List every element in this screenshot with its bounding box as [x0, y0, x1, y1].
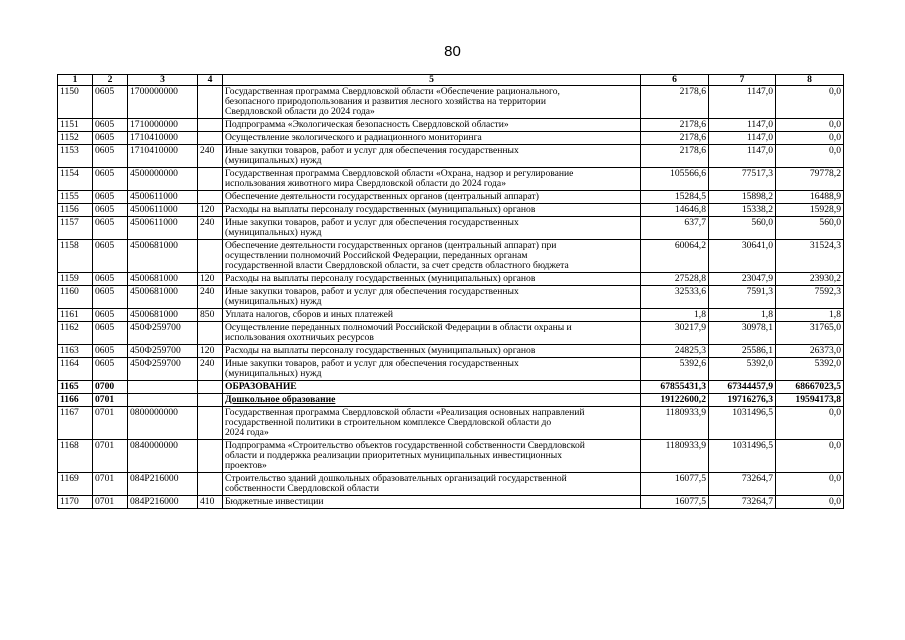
row-number-cell: 1170	[58, 496, 93, 509]
item-name-cell	[223, 394, 641, 407]
expense-type-code-cell	[198, 168, 223, 191]
section-code-cell: 0605	[93, 273, 128, 286]
section-code-cell: 0701	[93, 473, 128, 496]
amount-year-1-cell: 30217,9	[641, 322, 709, 345]
item-name-cell	[223, 204, 641, 217]
expense-type-code-cell: 240	[198, 217, 223, 240]
table-row	[58, 394, 844, 407]
table-row	[58, 119, 844, 132]
item-name-line: Государственная программа Свердловской области «Охрана, надзор и регулирование	[225, 168, 574, 179]
item-name-line: (муниципальных) нужд	[225, 155, 322, 166]
amount-year-3-cell: 7592,3	[776, 286, 844, 309]
amount-year-2-cell: 73264,7	[709, 473, 776, 496]
row-number-cell: 1166	[58, 394, 93, 407]
section-code-cell: 0605	[93, 86, 128, 119]
amount-year-3-cell: 15928,9	[776, 204, 844, 217]
item-name-cell	[223, 286, 641, 309]
section-code-cell: 0700	[93, 381, 128, 394]
expense-type-code-cell	[198, 473, 223, 496]
item-name-cell	[223, 145, 641, 168]
amount-year-1-cell: 14646,8	[641, 204, 709, 217]
amount-year-3-cell: 19594173,8	[776, 394, 844, 407]
amount-year-2-cell: 23047,9	[709, 273, 776, 286]
target-item-code-cell: 4500611000	[128, 204, 198, 217]
amount-year-3-cell: 68667023,5	[776, 381, 844, 394]
header-row	[58, 75, 844, 86]
amount-year-2-cell: 1031496,5	[709, 440, 776, 473]
target-item-code-cell: 4500681000	[128, 286, 198, 309]
column-header: 6	[641, 75, 709, 86]
expense-type-code-cell	[198, 240, 223, 273]
expense-type-code-cell	[198, 440, 223, 473]
amount-year-3-cell: 26373,0	[776, 345, 844, 358]
row-number-cell: 1154	[58, 168, 93, 191]
item-name-cell	[223, 322, 641, 345]
expense-type-code-cell: 120	[198, 273, 223, 286]
table-row	[58, 240, 844, 273]
item-name-cell	[223, 240, 641, 273]
section-code-cell: 0605	[93, 145, 128, 168]
amount-year-1-cell: 2178,6	[641, 145, 709, 168]
section-code-cell: 0701	[93, 496, 128, 509]
item-name-cell	[223, 407, 641, 440]
amount-year-3-cell: 23930,2	[776, 273, 844, 286]
row-number-cell: 1163	[58, 345, 93, 358]
item-name-line: использования животного мира Свердловской области до 2024 года»	[225, 178, 506, 189]
amount-year-1-cell: 637,7	[641, 217, 709, 240]
item-name-cell	[223, 358, 641, 381]
amount-year-2-cell: 1,8	[709, 309, 776, 322]
amount-year-3-cell: 560,0	[776, 217, 844, 240]
target-item-code-cell: 084P216000	[128, 496, 198, 509]
expense-type-code-cell	[198, 322, 223, 345]
section-code-cell: 0605	[93, 358, 128, 381]
table-row	[58, 358, 844, 381]
item-name-line: (муниципальных) нужд	[225, 368, 322, 379]
item-name-line: Подпрограмма «Экологическая безопасность Свердловской области»	[225, 119, 509, 130]
amount-year-1-cell: 2178,6	[641, 119, 709, 132]
item-name-line: Иные закупки товаров, работ и услуг для обеспечения государственных	[225, 286, 519, 297]
item-name-cell	[223, 273, 641, 286]
item-name-cell	[223, 86, 641, 119]
row-number-cell: 1150	[58, 86, 93, 119]
amount-year-2-cell: 560,0	[709, 217, 776, 240]
item-name-line: Расходы на выплаты персоналу государственных (муниципальных) органов	[225, 345, 536, 356]
expense-type-code-cell	[198, 132, 223, 145]
table-row	[58, 345, 844, 358]
table-row	[58, 191, 844, 204]
expense-type-code-cell	[198, 191, 223, 204]
item-name-cell	[223, 473, 641, 496]
item-name-line: 2024 года»	[225, 427, 269, 438]
section-code-cell: 0605	[93, 119, 128, 132]
item-name-line: (муниципальных) нужд	[225, 296, 322, 307]
item-name-cell	[223, 132, 641, 145]
amount-year-3-cell: 0,0	[776, 86, 844, 119]
target-item-code-cell	[128, 381, 198, 394]
amount-year-3-cell: 31524,3	[776, 240, 844, 273]
section-code-cell: 0605	[93, 132, 128, 145]
row-number-cell: 1157	[58, 217, 93, 240]
item-name-line: Осуществление экологического и радиационного мониторинга	[225, 132, 482, 143]
amount-year-1-cell: 1180933,9	[641, 407, 709, 440]
item-name-line: Строительство зданий дошкольных образовательных организаций государственной	[225, 473, 567, 484]
amount-year-2-cell: 30641,0	[709, 240, 776, 273]
item-name-line: Дошкольное образование	[225, 394, 336, 405]
amount-year-1-cell: 32533,6	[641, 286, 709, 309]
amount-year-3-cell: 31765,0	[776, 322, 844, 345]
amount-year-1-cell: 5392,6	[641, 358, 709, 381]
row-number-cell: 1153	[58, 145, 93, 168]
item-name-line: Расходы на выплаты персоналу государственных (муниципальных) органов	[225, 204, 536, 215]
expense-type-code-cell	[198, 407, 223, 440]
column-header: 4	[198, 75, 223, 86]
item-name-line: ОБРАЗОВАНИЕ	[225, 381, 297, 392]
target-item-code-cell: 0800000000	[128, 407, 198, 440]
section-code-cell: 0605	[93, 286, 128, 309]
table-row	[58, 322, 844, 345]
item-name-line: Расходы на выплаты персоналу государственных (муниципальных) органов	[225, 273, 536, 284]
amount-year-3-cell: 0,0	[776, 145, 844, 168]
amount-year-3-cell: 0,0	[776, 119, 844, 132]
item-name-cell	[223, 191, 641, 204]
item-name-line: проектов»	[225, 460, 267, 471]
amount-year-2-cell: 1147,0	[709, 145, 776, 168]
item-name-line: Подпрограмма «Строительство объектов государственной собственности Свердловской	[225, 440, 585, 451]
row-number-cell: 1159	[58, 273, 93, 286]
expense-type-code-cell	[198, 86, 223, 119]
table-row	[58, 440, 844, 473]
amount-year-3-cell: 0,0	[776, 496, 844, 509]
target-item-code-cell: 1700000000	[128, 86, 198, 119]
amount-year-1-cell: 19122600,2	[641, 394, 709, 407]
amount-year-3-cell: 0,0	[776, 407, 844, 440]
section-code-cell: 0605	[93, 217, 128, 240]
item-name-cell	[223, 345, 641, 358]
amount-year-2-cell: 19716276,3	[709, 394, 776, 407]
target-item-code-cell: 4500611000	[128, 217, 198, 240]
table-row	[58, 496, 844, 509]
column-header: 5	[223, 75, 641, 86]
target-item-code-cell: 1710000000	[128, 119, 198, 132]
row-number-cell: 1151	[58, 119, 93, 132]
amount-year-1-cell: 16077,5	[641, 473, 709, 496]
target-item-code-cell: 1710410000	[128, 145, 198, 168]
amount-year-1-cell: 27528,8	[641, 273, 709, 286]
table-row	[58, 473, 844, 496]
amount-year-2-cell: 73264,7	[709, 496, 776, 509]
amount-year-3-cell: 79778,2	[776, 168, 844, 191]
item-name-line: государственной политики в строительном комплексе Свердловской области до	[225, 417, 552, 428]
table-row	[58, 381, 844, 394]
expense-type-code-cell: 240	[198, 358, 223, 381]
column-header: 8	[776, 75, 844, 86]
amount-year-2-cell: 30978,1	[709, 322, 776, 345]
target-item-code-cell: 4500681000	[128, 309, 198, 322]
amount-year-1-cell: 2178,6	[641, 86, 709, 119]
target-item-code-cell: 1710410000	[128, 132, 198, 145]
amount-year-2-cell: 15338,2	[709, 204, 776, 217]
row-number-cell: 1164	[58, 358, 93, 381]
target-item-code-cell: 084P216000	[128, 473, 198, 496]
column-header: 1	[58, 75, 93, 86]
expense-type-code-cell: 240	[198, 286, 223, 309]
table-body	[58, 86, 844, 509]
section-code-cell: 0701	[93, 440, 128, 473]
item-name-line: Иные закупки товаров, работ и услуг для обеспечения государственных	[225, 217, 519, 228]
section-code-cell: 0605	[93, 168, 128, 191]
row-number-cell: 1168	[58, 440, 93, 473]
item-name-line: Свердловской области до 2024 года»	[225, 106, 375, 117]
item-name-line: использования охотничьих ресурсов	[225, 332, 374, 343]
table-row	[58, 145, 844, 168]
row-number-cell: 1167	[58, 407, 93, 440]
amount-year-1-cell: 67855431,3	[641, 381, 709, 394]
amount-year-3-cell: 0,0	[776, 440, 844, 473]
row-number-cell: 1162	[58, 322, 93, 345]
amount-year-2-cell: 7591,3	[709, 286, 776, 309]
target-item-code-cell: 4500681000	[128, 240, 198, 273]
amount-year-1-cell: 60064,2	[641, 240, 709, 273]
amount-year-2-cell: 1147,0	[709, 86, 776, 119]
row-number-cell: 1156	[58, 204, 93, 217]
item-name-cell	[223, 217, 641, 240]
target-item-code-cell: 4500681000	[128, 273, 198, 286]
amount-year-1-cell: 2178,6	[641, 132, 709, 145]
target-item-code-cell: 4500000000	[128, 168, 198, 191]
item-name-cell	[223, 496, 641, 509]
item-name-line: Государственная программа Свердловской области «Реализация основных направлений	[225, 407, 585, 418]
item-name-line: Обеспечение деятельности государственных органов (центральный аппарат)	[225, 191, 539, 202]
section-code-cell: 0605	[93, 322, 128, 345]
table-row	[58, 286, 844, 309]
item-name-line: Уплата налогов, сборов и иных платежей	[225, 309, 394, 320]
amount-year-2-cell: 5392,0	[709, 358, 776, 381]
item-name-line: Обеспечение деятельности государственных органов (центральный аппарат) при	[225, 240, 557, 251]
amount-year-2-cell: 15898,2	[709, 191, 776, 204]
item-name-line: безопасного природопользования и развития лесного хозяйства на территории	[225, 96, 546, 107]
item-name-line: Иные закупки товаров, работ и услуг для обеспечения государственных	[225, 358, 519, 369]
page-number: 80	[444, 43, 461, 60]
section-code-cell: 0701	[93, 394, 128, 407]
item-name-cell	[223, 381, 641, 394]
row-number-cell: 1155	[58, 191, 93, 204]
amount-year-2-cell: 77517,3	[709, 168, 776, 191]
amount-year-2-cell: 67344457,9	[709, 381, 776, 394]
table-row	[58, 132, 844, 145]
column-header: 7	[709, 75, 776, 86]
item-name-line: области и поддержка реализации приоритетных муниципальных инвестиционных	[225, 450, 562, 461]
amount-year-2-cell: 1031496,5	[709, 407, 776, 440]
expense-type-code-cell	[198, 119, 223, 132]
amount-year-3-cell: 1,8	[776, 309, 844, 322]
amount-year-3-cell: 16488,9	[776, 191, 844, 204]
section-code-cell: 0701	[93, 407, 128, 440]
row-number-cell: 1158	[58, 240, 93, 273]
row-number-cell: 1161	[58, 309, 93, 322]
column-header: 2	[93, 75, 128, 86]
row-number-cell: 1152	[58, 132, 93, 145]
amount-year-1-cell: 105566,6	[641, 168, 709, 191]
item-name-line: Иные закупки товаров, работ и услуг для обеспечения государственных	[225, 145, 519, 156]
table-row	[58, 309, 844, 322]
amount-year-3-cell: 0,0	[776, 473, 844, 496]
amount-year-1-cell: 15284,5	[641, 191, 709, 204]
amount-year-1-cell: 1,8	[641, 309, 709, 322]
target-item-code-cell	[128, 394, 198, 407]
target-item-code-cell: 0840000000	[128, 440, 198, 473]
row-number-cell: 1169	[58, 473, 93, 496]
amount-year-2-cell: 25586,1	[709, 345, 776, 358]
expense-type-code-cell: 240	[198, 145, 223, 168]
row-number-cell: 1165	[58, 381, 93, 394]
expense-type-code-cell: 120	[198, 204, 223, 217]
item-name-line: Осуществление переданных полномочий Российской Федерации в области охраны и	[225, 322, 572, 333]
item-name-line: собственности Свердловской области	[225, 483, 379, 494]
item-name-cell	[223, 168, 641, 191]
item-name-line: (муниципальных) нужд	[225, 227, 322, 238]
item-name-line: Бюджетные инвестиции	[225, 496, 324, 507]
amount-year-1-cell: 16077,5	[641, 496, 709, 509]
column-header: 3	[128, 75, 198, 86]
section-code-cell: 0605	[93, 345, 128, 358]
table-row	[58, 217, 844, 240]
item-name-line: Государственная программа Свердловской области «Обеспечение рационального,	[225, 86, 560, 97]
target-item-code-cell: 450Ф259700	[128, 345, 198, 358]
section-code-cell: 0605	[93, 204, 128, 217]
target-item-code-cell: 4500611000	[128, 191, 198, 204]
amount-year-3-cell: 0,0	[776, 132, 844, 145]
budget-table	[57, 74, 844, 509]
item-name-line: государственной власти Свердловской области, за счет средств областного бюджета	[225, 260, 569, 271]
table-row	[58, 86, 844, 119]
item-name-cell	[223, 440, 641, 473]
item-name-cell	[223, 309, 641, 322]
expense-type-code-cell: 120	[198, 345, 223, 358]
expense-type-code-cell	[198, 394, 223, 407]
section-code-cell: 0605	[93, 309, 128, 322]
amount-year-2-cell: 1147,0	[709, 132, 776, 145]
table-row	[58, 273, 844, 286]
item-name-cell	[223, 119, 641, 132]
table-row	[58, 204, 844, 217]
section-code-cell: 0605	[93, 240, 128, 273]
table-row	[58, 407, 844, 440]
expense-type-code-cell: 410	[198, 496, 223, 509]
amount-year-3-cell: 5392,0	[776, 358, 844, 381]
expense-type-code-cell: 850	[198, 309, 223, 322]
table-row	[58, 168, 844, 191]
amount-year-2-cell: 1147,0	[709, 119, 776, 132]
target-item-code-cell: 450Ф259700	[128, 358, 198, 381]
amount-year-1-cell: 24825,3	[641, 345, 709, 358]
amount-year-1-cell: 1180933,9	[641, 440, 709, 473]
expense-type-code-cell	[198, 381, 223, 394]
item-name-line: осуществлении полномочий Российской Федерации, переданных органам	[225, 250, 528, 261]
row-number-cell: 1160	[58, 286, 93, 309]
target-item-code-cell: 450Ф259700	[128, 322, 198, 345]
section-code-cell: 0605	[93, 191, 128, 204]
